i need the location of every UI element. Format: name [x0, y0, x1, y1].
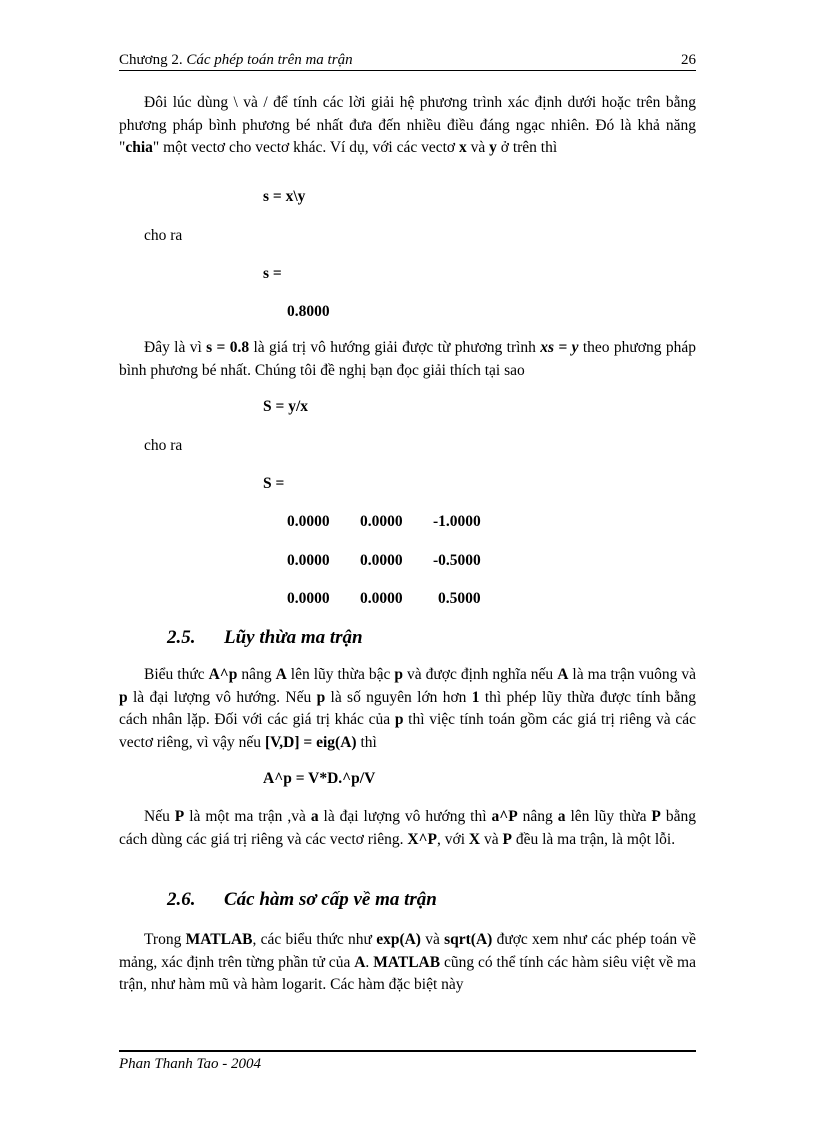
code-s-output: s = — [263, 265, 282, 282]
matrix-cell: 0.0000 — [360, 513, 403, 530]
footer-divider — [119, 1050, 696, 1052]
matrix-cell: -0.5000 — [433, 552, 481, 569]
code-S-equals-y-slash-x: S = y/x — [263, 398, 309, 415]
code-s-equals-x-backslash-y: s = x\y — [263, 188, 306, 205]
section-heading-2-5: 2.5. Lũy thừa ma trận — [167, 627, 363, 648]
code-S-output: S = — [263, 475, 285, 492]
page-footer: Phan Thanh Tao - 2004 — [119, 1056, 261, 1072]
text-cho-ra: cho ra — [144, 437, 183, 454]
matrix-cell: 0.0000 — [287, 552, 330, 569]
matrix-cell: 0.0000 — [360, 552, 403, 569]
matrix-cell: 0.0000 — [360, 590, 403, 607]
paragraph-explanation: Đây là vì s = 0.8 là giá trị vô hướng giải được từ phương trình xs = y theo phương pháp bình phương bé nhất. Chúng tôi đề nghị bạn đọc giải thích tại sao — [119, 339, 696, 379]
paragraph-matrix-power: Biểu thức A^p nâng A lên lũy thừa bậc p và được định nghĩa nếu A là ma trận vuông và p là đại lượng vô hướng. Nếu p là số nguyên lớn hơn 1 thì phép lũy thừa được tính bằng cách nhân lặp. Đối với các giá trị khác của p thì việc tính toán gồm các giá trị riêng và các vectơ riêng, vì vậy nếu [V,D] = eig(A) thì — [119, 666, 697, 751]
code-s-value: 0.8000 — [287, 303, 330, 320]
matrix-cell: 0.5000 — [438, 590, 481, 607]
matrix-cell: -1.0000 — [433, 513, 481, 530]
page-number: 26 — [681, 52, 696, 68]
matrix-cell: 0.0000 — [287, 513, 330, 530]
page-header — [119, 50, 696, 71]
paragraph-division-intro: Đôi lúc dùng \ và / để tính các lời giải hệ phương trình xác định dưới hoặc trên bằng phương pháp bình phương bé nhất đưa đến nhiều điều đáng ngạc nhiên. Đó là khả năng "chia" một vectơ cho vectơ khác. Ví dụ, với các vectơ x và y ở trên thì — [119, 94, 696, 156]
text-cho-ra: cho ra — [144, 227, 183, 244]
paragraph-elementary-functions: Trong MATLAB, các biểu thức như exp(A) và sqrt(A) được xem như các phép toán về mảng, xác định trên từng phần tử của A. MATLAB cũng có thể tính các hàm siêu việt về ma trận, như hàm mũ và hàm logarit. Các hàm đặc biệt này — [119, 931, 696, 993]
matrix-cell: 0.0000 — [287, 590, 330, 607]
section-heading-2-6: 2.6. Các hàm sơ cấp về ma trận — [167, 889, 437, 910]
paragraph-scalar-power: Nếu P là một ma trận ,và a là đại lượng vô hướng thì a^P nâng a lên lũy thừa P bằng cách dùng các giá trị riêng và các vectơ riêng. X^P, với X và P đều là ma trận, là một lỗi. — [119, 808, 696, 848]
chapter-title: Chương 2. Các phép toán trên ma trận — [119, 52, 353, 68]
code-a-power-p: A^p = V*D.^p/V — [263, 770, 376, 787]
